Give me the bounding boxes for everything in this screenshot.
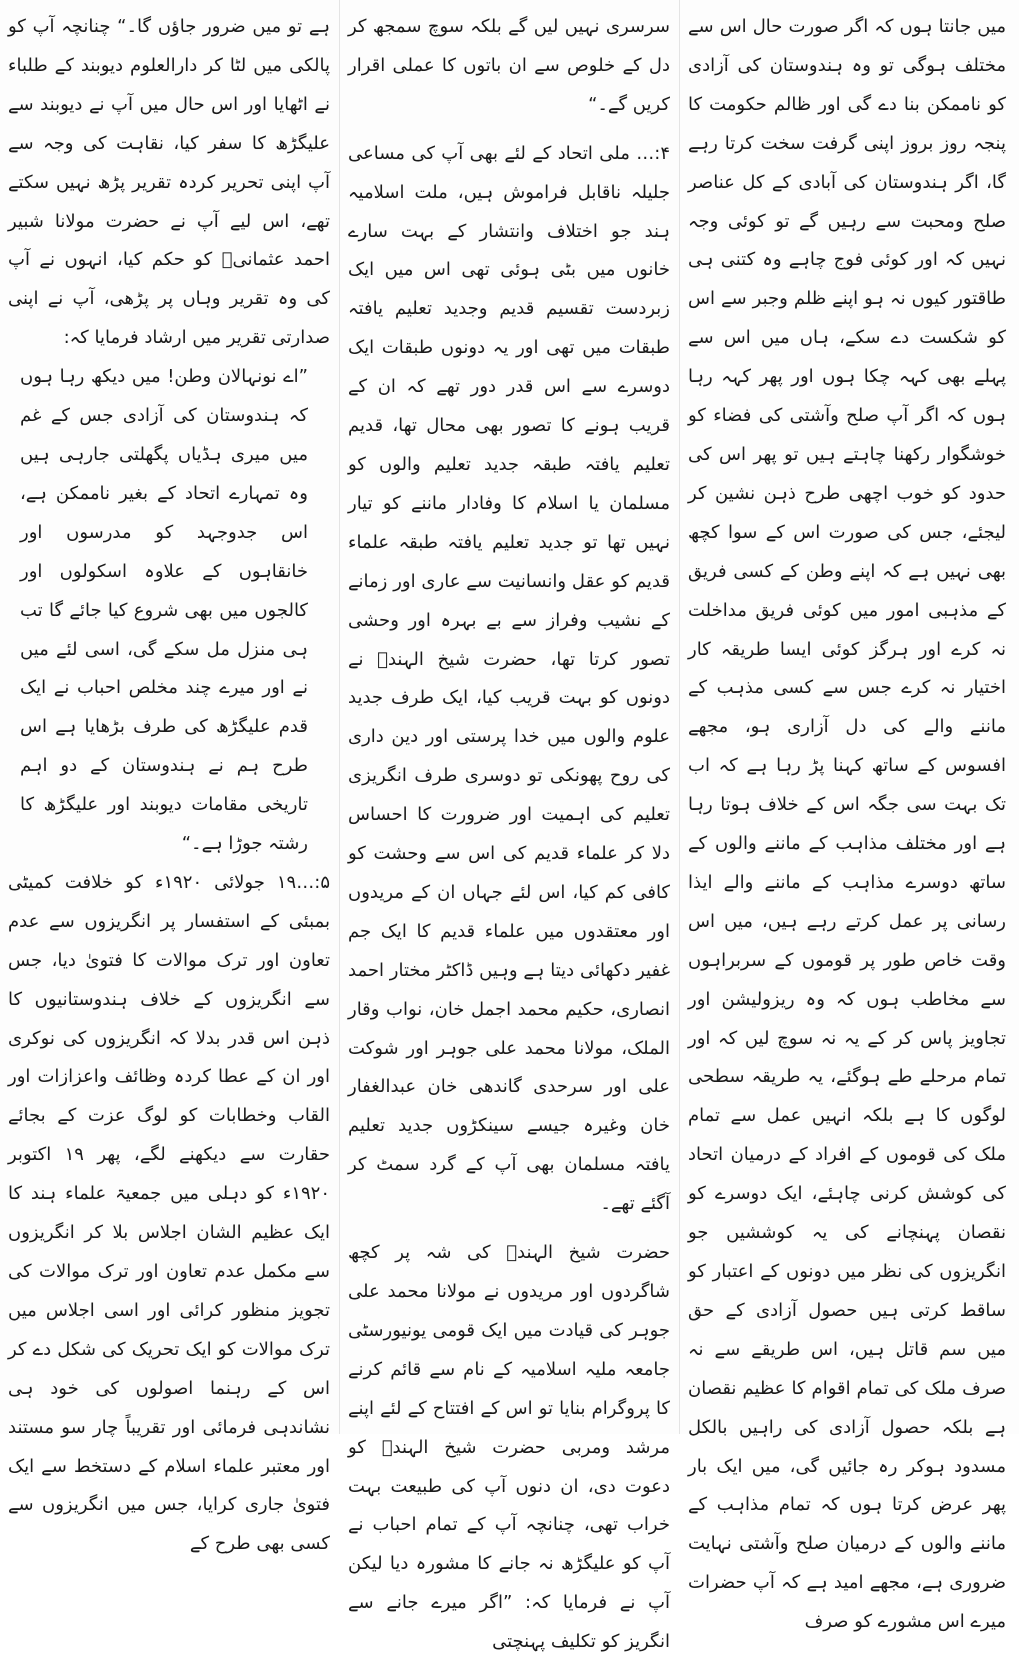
paragraph: ہے تو میں ضرور جاؤں گا۔“ چنانچہ آپ کو پالکی میں لٹا کر دارالعلوم دیوبند کے طلباء نے اٹھایا اور اس حال میں آپ نے دیوبند سے علیگڑھ کا سفر کیا، نقاہت کی وجہ سے آپ اپنی تحریر کردہ تقریر پڑھ نہیں سکتے تھے، اس لیے آپ نے حضرت مولانا شبیر احمد عثمانیؒ کو حکم کیا، انہوں نے آپ کی وہ تقریر وہاں پر پڑھی، آپ نے اپنی صدارتی تقریر میں ارشاد فرمایا کہ: [8, 16, 330, 349]
text-column-middle [348, 8, 670, 1653]
paragraph: میں جانتا ہوں کہ اگر صورت حال اس سے مختلف ہوگی تو وہ ہندوستان کی آزادی کو ناممکن بنا دے گی اور ظالم حکومت کا پنجہ روز بروز اپنی گرفت سخت کرتا رہے گا، اگر ہندوستان کی آبادی کے کل عناصر صلح ومحبت سے رہیں گے تو کوئی وجہ نہیں کہ اور کوئی فوج چاہے وہ کتنی ہی طاقتور کیوں نہ ہو اپنے ظلم وجبر سے اس کو شکست دے سکے، ہاں میں اس سے پہلے بھی کہہ چکا ہوں اور پھر کہہ رہا ہوں کہ اگر آپ صلح وآشتی کی فضاء کو خوشگوار رکھنا چاہتے ہیں تو پھر اس کی حدود کو خوب اچھی طرح ذہن نشین کر لیجئے، جس کی صورت اس کے سوا کچھ بھی نہیں ہے کہ اپنے وطن کے کسی فریق کے مذہبی امور میں کوئی فریق مداخلت نہ کرے اور ہرگز کوئی ایسا طریقہ کار اختیار نہ کرے جس سے کسی مذہب کے ماننے والے کی دل آزاری ہو، مجھے افسوس کے ساتھ کہنا پڑ رہا ہے کہ اب تک بہت سی جگہ اس کے خلاف ہوتا رہا ہے اور مختلف مذاہب کے ماننے والوں کے ساتھ دوسرے مذاہب کے ماننے والے ایذا رسانی پر عمل کرتے رہے ہیں، میں اس وقت خاص طور پر قوموں کے سربراہوں سے مخاطب ہوں کہ وہ ریزولیشن اور تجاویز پاس کر کے یہ نہ سوچ لیں کہ اور تمام مرحلے طے ہوگئے، یہ طریقہ سطحی لوگوں کا ہے بلکہ انہیں عمل سے تمام ملک کی قوموں کے افراد کے درمیان اتحاد کی کوشش کرنی چاہئے، ایک دوسرے کو نقصان پہنچانے کی یہ کوششیں جو انگریزوں کی نظر میں دونوں کے اعتبار کو ساقط کرتی ہیں حصول آزادی کے حق میں سم قاتل ہیں، اس طریقے سے نہ صرف ملک کی تمام اقوام کا عظیم نقصان ہے بلکہ حصول آزادی کی راہیں بالکل مسدود ہوکر رہ جائیں گی، میں ایک بار پھر عرض کرتا ہوں کہ تمام مذاہب کے ماننے والوں کے درمیان صلح وآشتی نہایت ضروری ہے، مجھے امید ہے کہ آپ حضرات میرے اس مشورے کو صرف [688, 16, 1006, 1633]
text-column-left [8, 8, 330, 1555]
column-divider-right [679, 0, 680, 1434]
block-quote: ”اے نونہالان وطن! میں دیکھ رہا ہوں کہ ہندوستان کی آزادی جس کے غم میں میری ہڈیاں پگھلتی جارہی ہیں وہ تمہارے اتحاد کے بغیر ناممکن ہے، اس جدوجہد کو مدرسوں اور خانقاہوں کے علاوہ اسکولوں اور کالجوں میں بھی شروع کیا جائے گا تب ہی منزل مل سکے گی، اسی لئے میں نے اور میرے چند مخلص احباب نے ایک قدم علیگڑھ کی طرف بڑھایا ہے اس طرح ہم نے ہندوستان کے دو اہم تاریخی مقامات دیوبند اور علیگڑھ کا رشتہ جوڑا ہے۔“ [20, 366, 308, 855]
text-column-right [688, 8, 1006, 1633]
column-divider-left [339, 0, 340, 1434]
paragraph: ۴:… ملی اتحاد کے لئے بھی آپ کی مساعی جلیلہ ناقابل فراموش ہیں، ملت اسلامیہ ہند جو اختلاف وانتشار کے بہت سارے خانوں میں بٹی ہوئی تھی اس میں ایک زبردست تقسیم قدیم وجدید تعلیم یافتہ طبقات میں تھی اور یہ دونوں طبقات ایک دوسرے سے اس قدر دور تھے کہ ان کے قریب ہونے کا تصور بھی محال تھا، قدیم تعلیم یافتہ طبقہ جدید تعلیم والوں کو مسلمان یا اسلام کا وفادار ماننے کو تیار نہیں تھا تو جدید تعلیم یافتہ طبقہ علماء قدیم کو عقل وانسانیت سے عاری اور زمانے کے نشیب وفراز سے بے بہرہ اور وحشی تصور کرتا تھا، حضرت شیخ الہندؒ نے دونوں کو بہت قریب کیا، ایک طرف جدید علوم والوں میں خدا پرستی اور دین داری کی روح پھونکی تو دوسری طرف انگریزی تعلیم کی اہمیت اور ضرورت کا احساس دلا کر علماء قدیم کی اس سے وحشت کو کافی کم کیا، اس لئے جہاں ان کے مریدوں اور معتقدوں میں علماء قدیم کا ایک جم غفیر دکھائی دیتا ہے وہیں ڈاکٹر مختار احمد انصاری، حکیم محمد اجمل خان، نواب وقار الملک، مولانا محمد علی جوہر اور شوکت علی اور سرحدی گاندھی خان عبدالغفار خان وغیرہ جیسے سینکڑوں جدید تعلیم یافتہ مسلمان بھی آپ کے گرد سمٹ کر آگئے تھے۔ [348, 142, 670, 1215]
paragraph: سرسری نہیں لیں گے بلکہ سوچ سمجھ کر دل کے خلوص سے ان باتوں کا عملی اقرار کریں گے۔“ [348, 16, 670, 115]
paragraph: ۵:…۱۹ جولائی ۱۹۲۰ء کو خلافت کمیٹی بمبئی کے استفسار پر انگریزوں سے عدم تعاون اور ترک موالات کا فتویٰ دیا، جس سے انگریزوں کے خلاف ہندوستانیوں کا ذہن اس قدر بدلا کہ انگریزوں کی نوکری اور ان کے عطا کردہ وظائف واعزازات اور القاب وخطابات کو لوگ عزت کے بجائے حقارت سے دیکھنے لگے، پھر ۱۹ اکتوبر ۱۹۲۰ء کو دہلی میں جمعیۃ علماء ہند کا ایک عظیم الشان اجلاس بلا کر انگریزوں سے مکمل عدم تعاون اور ترک موالات کی تجویز منظور کرائی اور اسی اجلاس میں ترک موالات کو ایک تحریک کی شکل دے کر اس کے رہنما اصولوں کی خود ہی نشاندہی فرمائی اور تقریباً چار سو مستند اور معتبر علماء اسلام کے دستخط سے ایک فتویٰ جاری کرایا، جس میں انگریزوں سے کسی بھی طرح کے [8, 871, 330, 1555]
paragraph: حضرت شیخ الہندؒ کی شہ پر کچھ شاگردوں اور مریدوں نے مولانا محمد علی جوہر کی قیادت میں ایک قومی یونیورسٹی جامعہ ملیہ اسلامیہ کے نام سے قائم کرنے کا پروگرام بنایا تو اس کے افتتاح کے لئے اپنے مرشد ومربی حضرت شیخ الہندؒ کو دعوت دی، ان دنوں آپ کی طبیعت بہت خراب تھی، چنانچہ آپ کے تمام احباب نے آپ کو علیگڑھ نہ جانے کا مشورہ دیا لیکن آپ نے فرمایا کہ: ”اگر میرے جانے سے انگریز کو تکلیف پہنچتی [348, 1242, 670, 1653]
